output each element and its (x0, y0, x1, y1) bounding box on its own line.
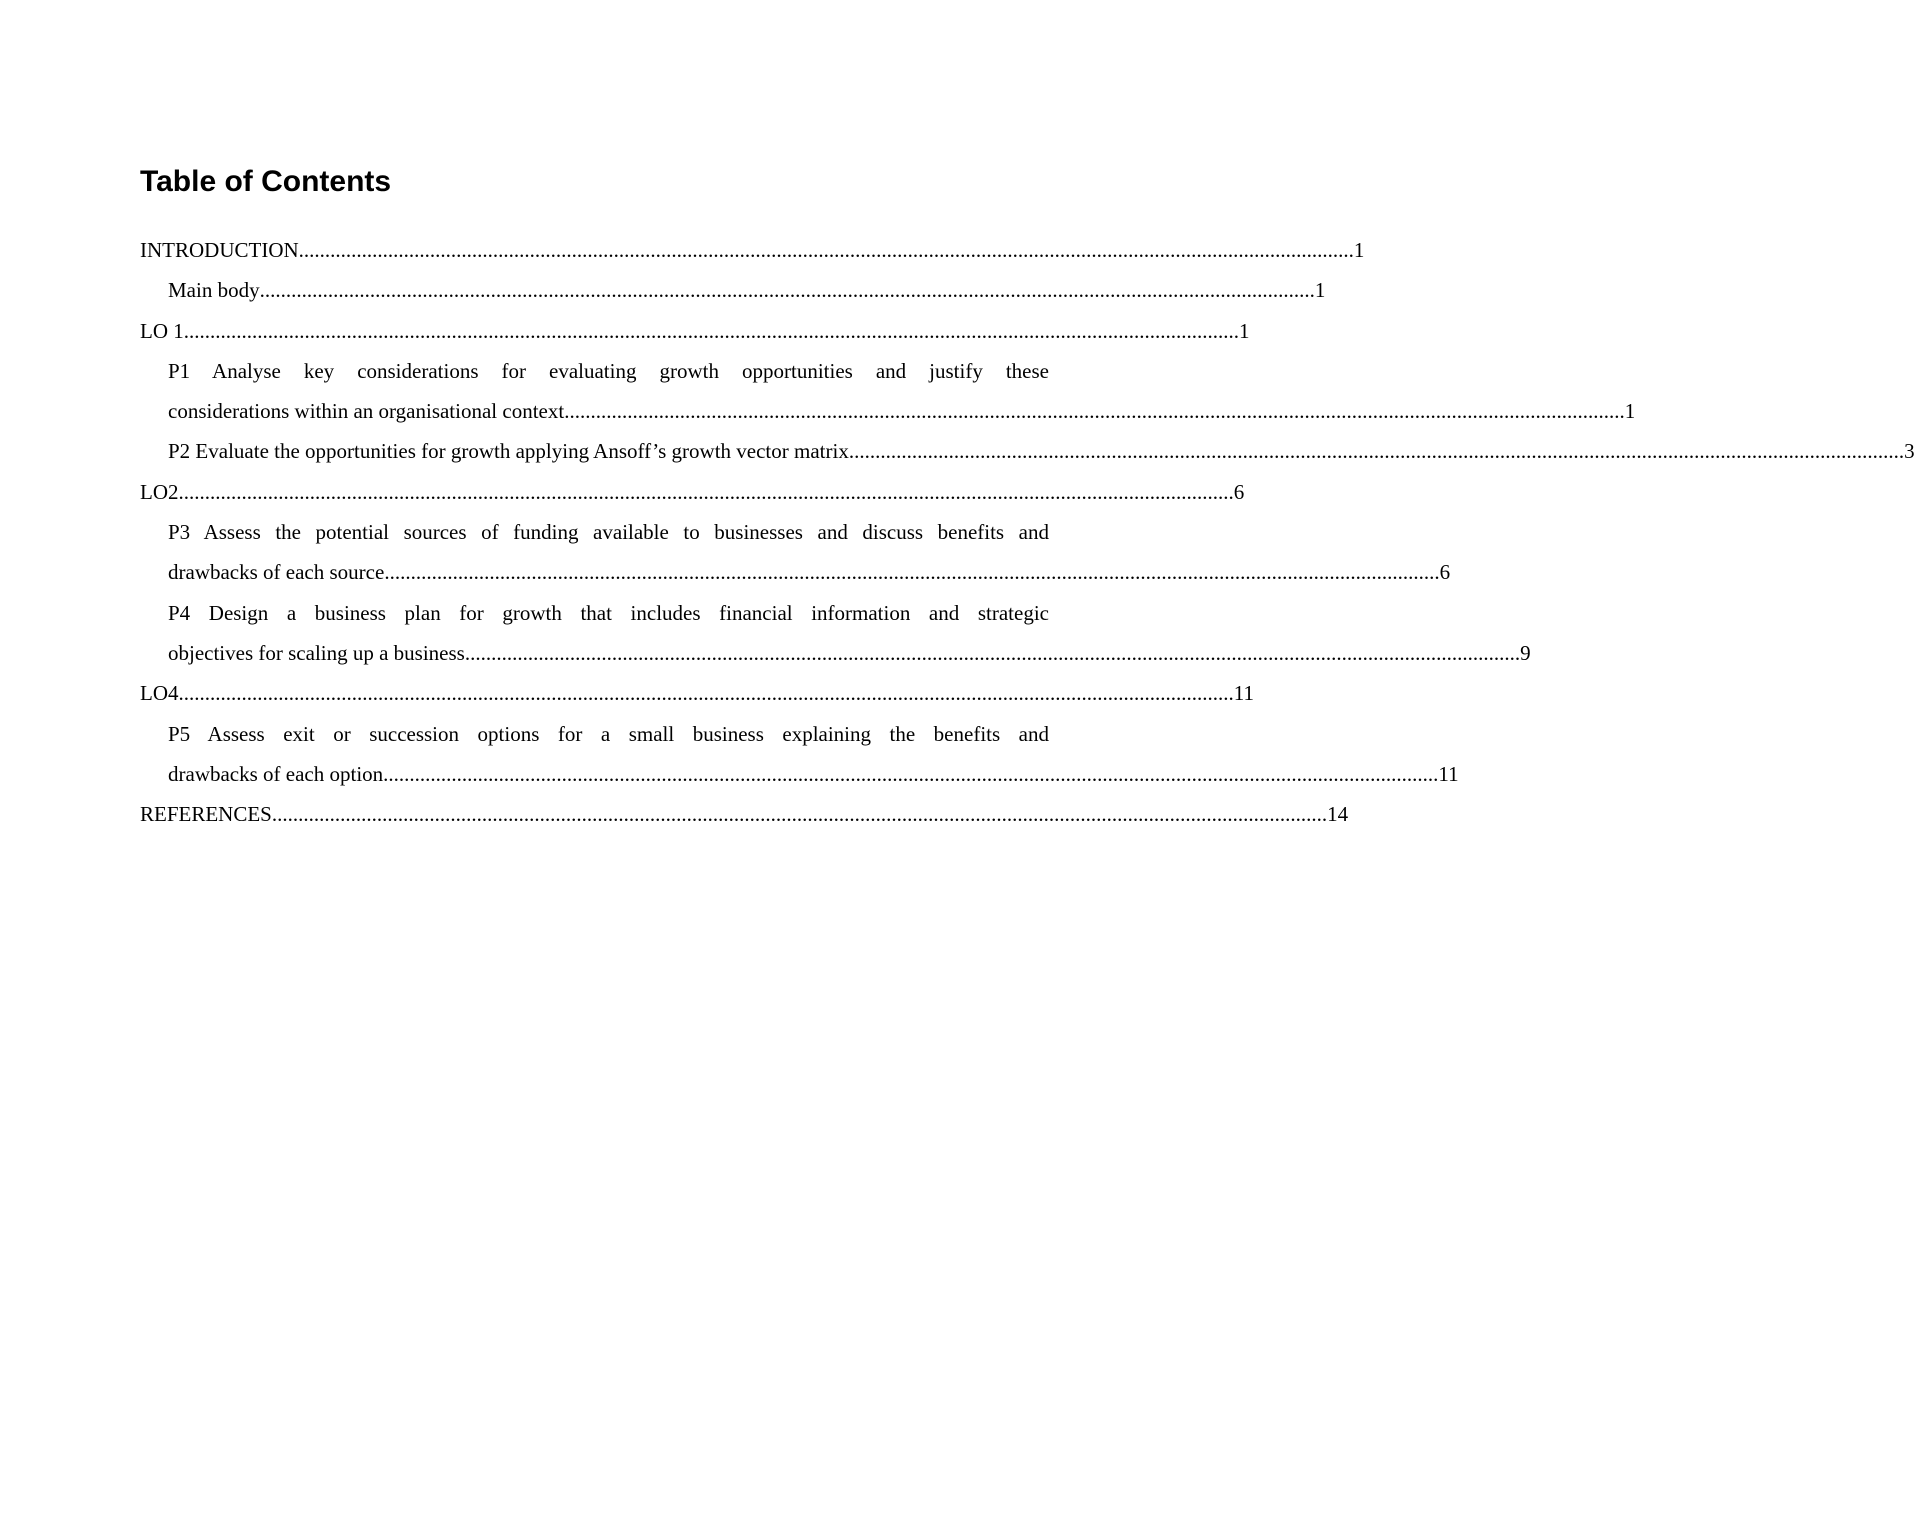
toc-entry-text: drawbacks of each option (168, 761, 384, 786)
toc-entry-text: REFERENCES (140, 802, 272, 827)
toc-entry-lo2[interactable] (140, 472, 1245, 512)
toc-page-number: 1 (1624, 399, 1636, 424)
dot-leader: ......................................................................................................................................................................................................... (178, 681, 1234, 706)
toc-page-number: 9 (1520, 640, 1531, 665)
dot-leader: ......................................................................................................................................................................................................... (259, 278, 1315, 303)
toc-entry-references[interactable] (140, 794, 1349, 834)
table-of-contents (140, 160, 1915, 834)
toc-entry-lo4[interactable] (140, 673, 1254, 713)
toc-page-number: 11 (1233, 681, 1254, 706)
toc-entry-main-body[interactable] (168, 270, 1326, 310)
toc-entry-p3[interactable] (168, 512, 1451, 593)
dot-leader: ......................................................................................................................................................................................................... (464, 640, 1521, 665)
toc-entry-text: LO2 (140, 479, 179, 504)
dot-leader: ......................................................................................................................................................................................................... (848, 439, 1905, 464)
dot-leader: ......................................................................................................................................................................................................... (178, 479, 1234, 504)
dot-leader: ......................................................................................................................................................................................................... (383, 761, 1439, 786)
toc-entry-p4[interactable] (168, 593, 1531, 674)
toc-page-number: 14 (1327, 802, 1349, 827)
toc-entry-line1: P4 Design a business plan for growth that includes financial information and strategic (168, 600, 1049, 625)
toc-entry-text: LO4 (140, 681, 179, 706)
dot-leader: ......................................................................................................................................................................................................... (298, 238, 1354, 262)
dot-leader: ......................................................................................................................................................................................................... (384, 560, 1440, 585)
toc-entry-text: considerations within an organisational context. (168, 399, 570, 424)
toc-entry-introduction[interactable] (140, 230, 1365, 270)
toc-entry-line1: P1 Analyse key considerations for evaluating growth opportunities and justify these (168, 358, 1049, 383)
toc-page-number: 3 (1904, 439, 1915, 464)
toc-entry-lo1[interactable] (140, 311, 1250, 351)
dot-leader: ......................................................................................................................................................................................................... (569, 399, 1625, 424)
toc-entry-text: drawbacks of each source (168, 560, 385, 585)
toc-entry-text: objectives for scaling up a business (168, 640, 465, 665)
toc-page-number: 1 (1239, 318, 1250, 343)
toc-entry-line1: P5 Assess exit or succession options for a small business explaining the benefits and (168, 721, 1049, 746)
toc-entry-text: INTRODUCTION (140, 238, 299, 262)
toc-entry-text: Main body (168, 278, 260, 303)
dot-leader: ......................................................................................................................................................................................................... (183, 318, 1239, 343)
toc-page-number: 1 (1314, 278, 1326, 303)
toc-entry-p2[interactable] (168, 431, 1915, 471)
toc-page-number: 6 (1233, 479, 1245, 504)
toc-entry-text: P2 Evaluate the opportunities for growth applying Ansoff’s growth vector matrix (168, 439, 849, 464)
toc-page-number: 11 (1438, 761, 1459, 786)
toc-page-number: 6 (1439, 560, 1451, 585)
toc-entry-p5[interactable] (168, 714, 1459, 795)
toc-title: Table of Contents (140, 165, 392, 198)
toc-entry-p1[interactable] (168, 351, 1636, 432)
toc-entry-line1: P3 Assess the potential sources of funding available to businesses and discuss benefits and (168, 520, 1049, 545)
dot-leader: ......................................................................................................................................................................................................... (271, 802, 1328, 827)
toc-page-number: 1 (1353, 238, 1365, 262)
toc-entry-text: LO 1 (140, 318, 184, 343)
